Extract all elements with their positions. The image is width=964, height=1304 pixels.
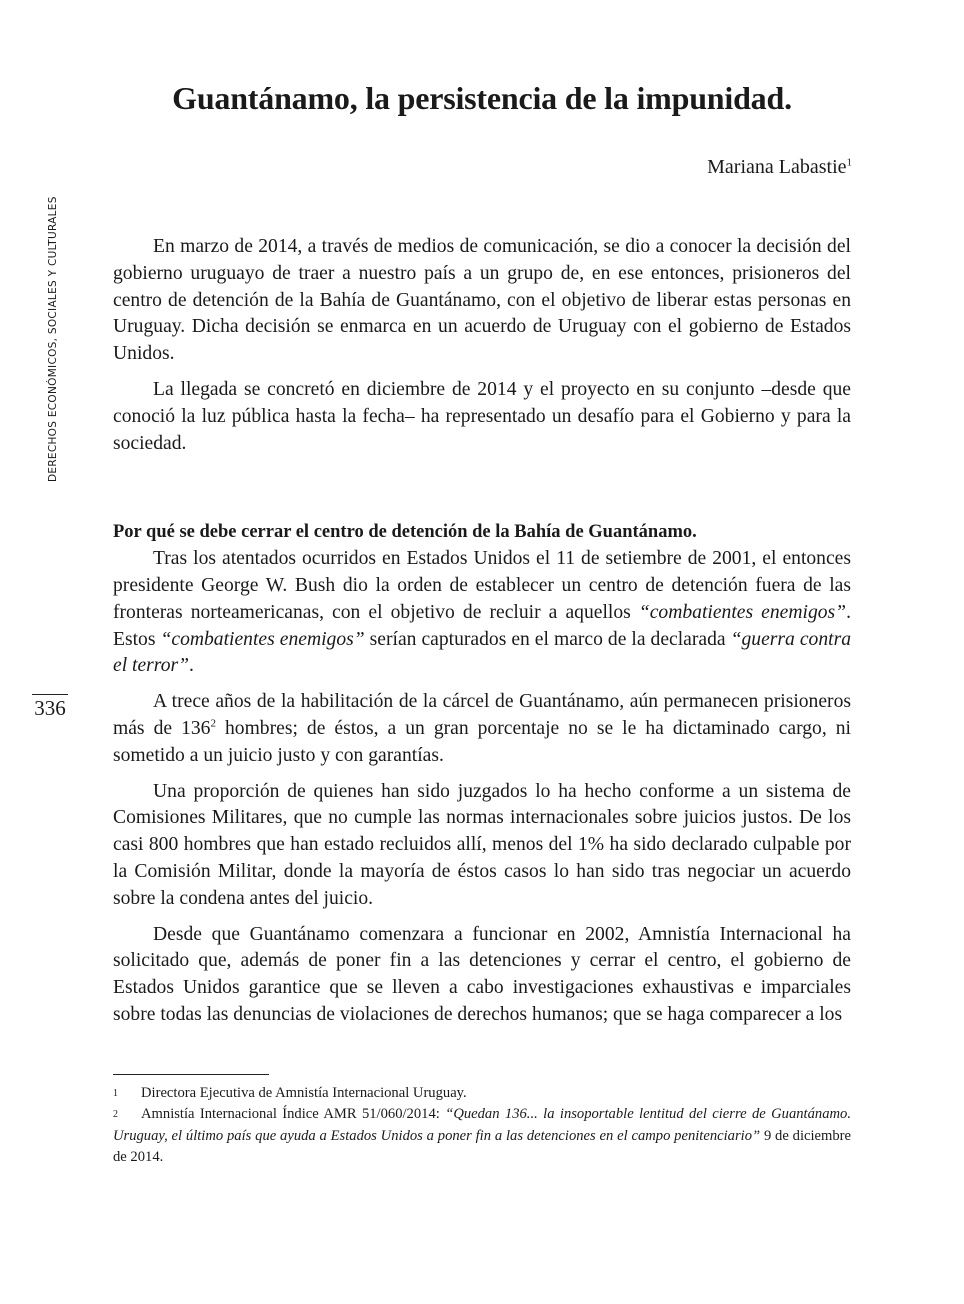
text-run: serían capturados en el marco de la declarada: [364, 628, 731, 650]
article-body: [113, 234, 851, 1038]
footnote-text: Amnistía Internacional Índice AMR 51/060/2014:: [141, 1106, 446, 1123]
footnote-text: Directora Ejecutiva de Amnistía Internacional Uruguay.: [141, 1085, 467, 1101]
section-heading: Por qué se debe cerrar el centro de detención de la Bahía de Guantánamo.: [113, 522, 697, 543]
footnote-1: [113, 1083, 851, 1104]
italic-quote: “combatientes enemigos”: [160, 628, 365, 650]
footnote-number: 1: [113, 1088, 118, 1099]
section-paragraph-2: [113, 689, 851, 769]
article-title: Guantánamo, la persistencia de la impunidad.: [172, 80, 792, 116]
footnote-separator: [113, 1074, 269, 1075]
intro-paragraph-1: En marzo de 2014, a través de medios de comunicación, se dio a conocer la decisión del gobierno uruguayo de traer a nuestro país a un grupo de, en ese entonces, prisioneros del centro de detención de la Bahía de Guantánamo, con el objetivo de liberar estas personas en Uruguay. Dicha decisión se enmarca en un acuerdo de Uruguay con el gobierno de Estados Unidos.: [113, 236, 851, 365]
italic-quote: “combatientes enemigos”: [638, 601, 847, 623]
text-run: . Estos: [113, 601, 851, 650]
footnote-ref-1[interactable]: 1: [846, 156, 852, 169]
footnote-ref-2[interactable]: 2: [210, 717, 216, 730]
footnote-text: 9 de diciembre de 2014.: [113, 1127, 851, 1166]
page-number: 336: [32, 694, 68, 719]
footnote-2: [113, 1104, 851, 1168]
author-name: Mariana Labastie: [707, 156, 847, 178]
author-line: [500, 156, 852, 179]
section-paragraph-4: Desde que Guantánamo comenzara a funcionar en 2002, Amnistía Internacional ha solicitado que, además de poner fin a las detenciones y cerrar el centro, el gobierno de Estados Unidos garantice que se lleven a cabo investigaciones exhaustivas e imparciales sobre todas las denuncias de violaciones de derechos humanos; que se haga comparecer a los: [113, 923, 851, 1025]
footnote-number: 2: [113, 1109, 118, 1121]
section-paragraph-1: [113, 546, 851, 680]
text-run: A trece años de la habilitación de la cárcel de Guantánamo, aún permanecen prisioneros más de 136: [113, 691, 851, 739]
italic-quote: “guerra contra el terror”: [113, 628, 851, 677]
text-run: Tras los atentados ocurridos en Estados Unidos el 11 de setiembre de 2001, el entonces presidente George W. Bush dio la orden de establecer un centro de detención fuera de las fronteras norteamericanas, con el objetivo de recluir a aquellos: [113, 548, 851, 623]
intro-paragraph-2: La llegada se concretó en diciembre de 2014 y el proyecto en su conjunto –desde que conoció la luz pública hasta la fecha– ha representado un desafío para el Gobierno y para la sociedad.: [113, 378, 851, 454]
text-run: hombres; de éstos, a un gran porcentaje no se le ha dictaminado cargo, ni sometido a un juicio justo y con garantías.: [113, 717, 851, 766]
section-paragraph-3: Una proporción de quienes han sido juzgados lo ha hecho conforme a un sistema de Comisiones Militares, que no cumple las normas internacionales sobre juicios justos. De los casi 800 hombres que han estado recluidos allí, menos del 1% ha sido declarado culpable por la Comisión Militar, donde la mayoría de éstos casos lo han sido tras negociar un acuerdo sobre la condena antes del juicio.: [113, 780, 851, 909]
footnote-italic-title: “Quedan 136... la insoportable lentitud del cierre de Guantánamo. Uruguay, el último país que ayuda a Estados Unidos a poner fin a las detenciones en el campo penitenciario”: [113, 1106, 851, 1144]
footnotes: [113, 1074, 851, 1169]
text-run: .: [189, 655, 194, 677]
running-section-label: DERECHOS ECONÓMICOS, SOCIALES Y CULTURALES: [47, 196, 59, 482]
